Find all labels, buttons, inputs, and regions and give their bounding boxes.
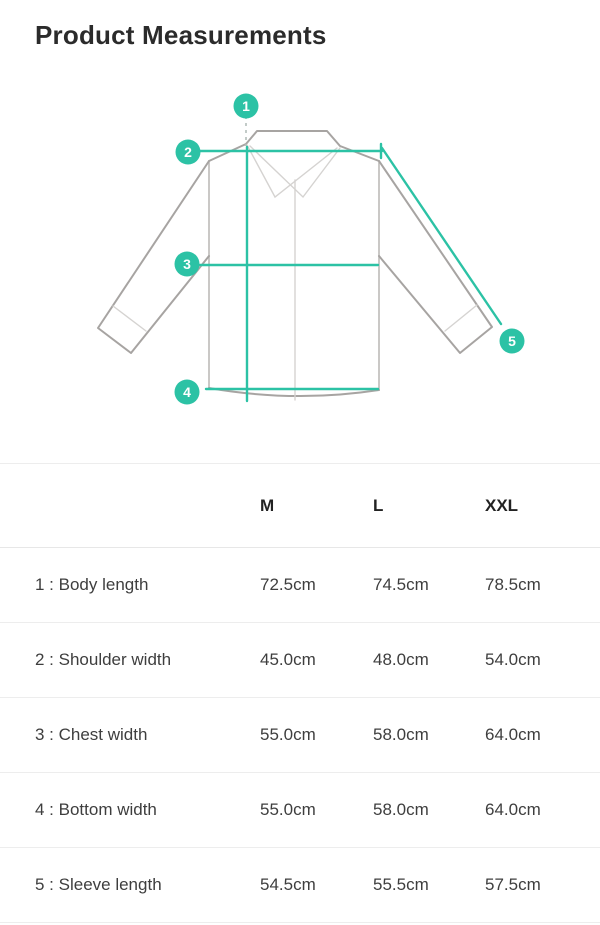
value-l: 48.0cm — [373, 650, 429, 669]
value-m: 45.0cm — [260, 650, 316, 669]
table-row-chest-width — [0, 698, 600, 773]
column-header-xxl: XXL — [485, 495, 519, 515]
size-table — [0, 463, 600, 923]
value-xxl: 54.0cm — [485, 650, 541, 669]
value-xxl: 78.5cm — [485, 575, 541, 594]
right-cuff-seam — [445, 305, 477, 331]
value-m: 54.5cm — [260, 875, 316, 894]
row-label: 5 : Sleeve length — [35, 875, 162, 894]
right-sleeve — [379, 161, 492, 353]
value-m: 72.5cm — [260, 575, 316, 594]
row-label: 4 : Bottom width — [35, 800, 157, 819]
measurement-marker-5 — [500, 329, 525, 354]
collar-outline — [209, 131, 379, 161]
size-table-header-row — [0, 464, 600, 548]
marker-number-1: 1 — [242, 98, 250, 114]
marker-number-3: 3 — [183, 256, 191, 272]
column-header-l: L — [373, 495, 384, 515]
value-l: 58.0cm — [373, 725, 429, 744]
table-row-shoulder-width — [0, 623, 600, 698]
row-label: 3 : Chest width — [35, 725, 148, 744]
row-label: 2 : Shoulder width — [35, 650, 172, 669]
marker-number-2: 2 — [184, 144, 192, 160]
shirt-measurement-diagram — [0, 80, 600, 425]
table-row-body-length — [0, 548, 600, 623]
shirt-diagram-svg — [0, 80, 600, 425]
table-row-bottom-width — [0, 773, 600, 848]
value-xxl: 57.5cm — [485, 875, 541, 894]
value-l: 55.5cm — [373, 875, 429, 894]
marker-number-4: 4 — [183, 384, 191, 400]
value-m: 55.0cm — [260, 800, 316, 819]
table-row-sleeve-length — [0, 848, 600, 923]
value-l: 74.5cm — [373, 575, 429, 594]
measurement-marker-4 — [175, 380, 200, 405]
marker-number-5: 5 — [508, 333, 516, 349]
value-m: 55.0cm — [260, 725, 316, 744]
sleeve-length-line — [382, 148, 501, 324]
measurement-lines — [200, 116, 501, 401]
left-cuff-seam — [113, 306, 146, 331]
value-xxl: 64.0cm — [485, 800, 541, 819]
value-xxl: 64.0cm — [485, 725, 541, 744]
page-title: Product Measurements — [35, 20, 327, 50]
value-l: 58.0cm — [373, 800, 429, 819]
measurement-marker-3 — [175, 252, 200, 277]
measurement-marker-1 — [234, 94, 259, 119]
row-label: 1 : Body length — [35, 575, 149, 594]
measurement-marker-2 — [176, 140, 201, 165]
column-header-m: M — [260, 495, 275, 515]
